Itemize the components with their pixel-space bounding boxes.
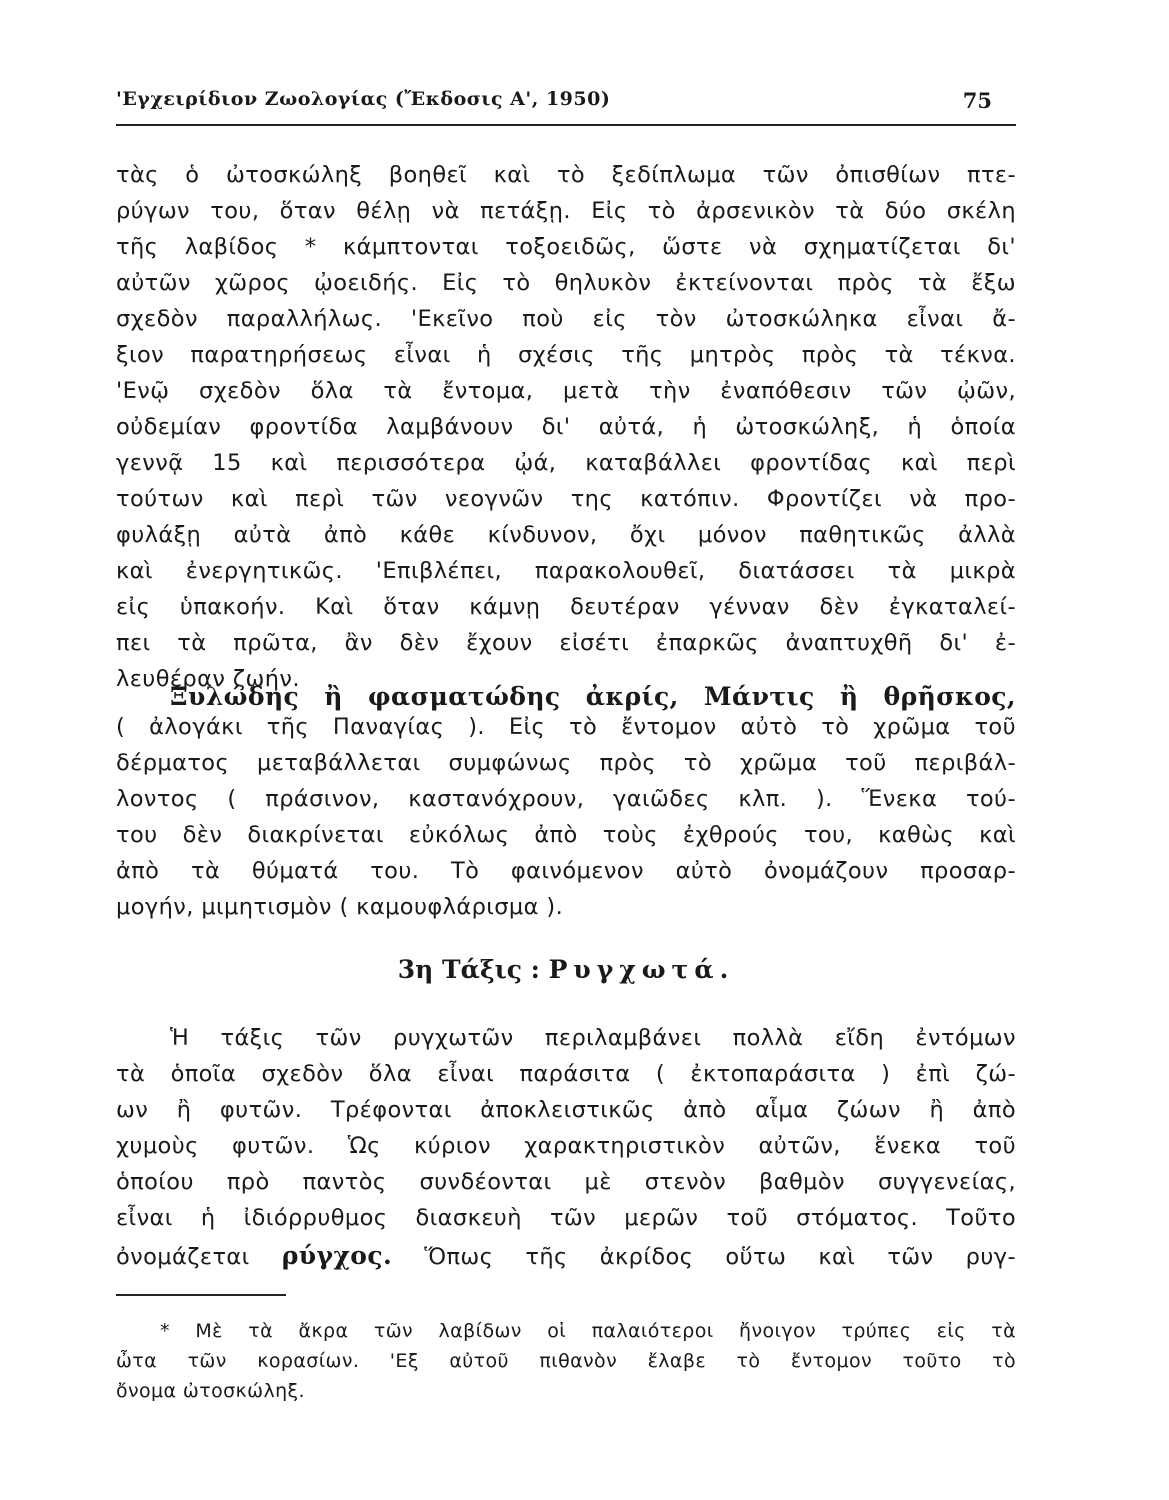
text-line: ρύγων του, ὅταν θέλῃ νὰ πετάξῃ. Εἰς τὸ ἀρσενικὸν τὰ δύο σκέλη [116, 198, 1016, 224]
text-line: εἰς ὑπακοήν. Καὶ ὅταν κάμνῃ δευτέραν γένναν δὲν ἐγκαταλεί- [116, 594, 1016, 620]
page-number: 75 [962, 88, 992, 113]
footnote-divider [116, 1294, 286, 1296]
text-line: Ἡ τάξις τῶν ρυγχωτῶν περιλαμβάνει πολλὰ εἴδη ἐντόμων [170, 1025, 1016, 1051]
text-line: 'Ενῷ σχεδὸν ὅλα τὰ ἔντομα, μετὰ τὴν ἐναπόθεσιν τῶν ᾠῶν, [116, 378, 1016, 404]
text-line: ἀπὸ τὰ θύματά του. Τὸ φαινόμενον αὐτὸ ὀνομάζουν προσαρ- [116, 858, 1016, 884]
text-line: ων ἢ φυτῶν. Τρέφονται ἀποκλειστικῶς ἀπὸ αἷμα ζώων ἢ ἀπὸ [116, 1097, 1016, 1123]
term-rygchos: ρύγχος. [281, 1241, 393, 1270]
section-prefix: 3η Τάξις : [397, 955, 540, 984]
text-line: λοντος ( πράσινον, καστανόχρουν, γαιῶδες κλπ. ). Ἕνεκα τού- [116, 786, 1016, 812]
text-line: αὐτῶν χῶρος ᾠοειδής. Εἰς τὸ θηλυκὸν ἐκτείνονται πρὸς τὰ ἔξω [116, 270, 1016, 296]
text-line: σχεδὸν παραλλήλως. 'Εκεῖνο ποὺ εἰς τὸν ὠτοσκώληκα εἶναι ἄ- [116, 306, 1016, 332]
text-line: πει τὰ πρῶτα, ἂν δὲν ἔχουν εἰσέτι ἐπαρκῶς ἀναπτυχθῆ δι' ἐ- [116, 630, 1016, 656]
footnote-line: ὄνομα ὠτοσκώληξ. [116, 1380, 305, 1402]
footnote-line: ὦτα τῶν κορασίων. 'Εξ αὐτοῦ πιθανὸν ἔλαβε τὸ ἔντομον τοῦτο τὸ [116, 1350, 1016, 1372]
text-line: ( ἀλογάκι τῆς Παναγίας ). Εἰς τὸ ἔντομον αὐτὸ τὸ χρῶμα τοῦ [116, 714, 1016, 740]
text-line: φυλάξῃ αὐτὰ ἀπὸ κάθε κίνδυνον, ὄχι μόνον παθητικῶς ἀλλὰ [116, 522, 1016, 548]
text-line: εἶναι ἡ ἰδιόρρυθμος διασκευὴ τῶν μερῶν τοῦ στόματος. Τοῦτο [116, 1205, 1016, 1231]
text-line: τούτων καὶ περὶ τῶν νεογνῶν της κατόπιν. Φροντίζει νὰ προ- [116, 486, 1016, 512]
footnote-line: * Μὲ τὰ ἄκρα τῶν λαβίδων οἱ παλαιότεροι ἤνοιγον τρύπες εἰς τὰ [160, 1320, 1016, 1342]
running-header [116, 86, 1016, 126]
text-line: ὁποίου πρὸ παντὸς συνδέονται μὲ στενὸν βαθμὸν συγγενείας, [116, 1169, 1016, 1195]
text-line: του δὲν διακρίνεται εὐκόλως ἀπὸ τοὺς ἐχθρούς του, καθὼς καὶ [116, 822, 1016, 848]
text-line-last [116, 1238, 1016, 1274]
text-line: τὰς ὁ ὠτοσκώληξ βοηθεῖ καὶ τὸ ξεδίπλωμα τῶν ὀπισθίων πτε- [116, 162, 1016, 188]
text-line: χυμοὺς φυτῶν. Ὡς κύριον χαρακτηριστικὸν αὐτῶν, ἕνεκα τοῦ [116, 1133, 1016, 1159]
text-line: μογήν, μιμητισμὸν ( καμουφλάρισμα ). [116, 894, 564, 920]
section-heading [116, 955, 1016, 995]
text-segment: ὀνομάζεται [116, 1244, 250, 1270]
text-line: γεννᾷ 15 καὶ περισσότερα ᾠά, καταβάλλει φροντίδας καὶ περὶ [116, 450, 1016, 476]
text-line: οὐδεμίαν φροντίδα λαμβάνουν δι' αὐτά, ἡ ὠτοσκώληξ, ἡ ὁποία [116, 414, 1016, 440]
running-title: 'Εγχειρίδιον Ζωολογίας (Ἔκδοσις Α', 1950) [116, 88, 611, 110]
text-line: λευθέραν ζωήν. [116, 666, 300, 692]
text-line: δέρματος μεταβάλλεται συμφώνως πρὸς τὸ χρῶμα τοῦ περιβάλ- [116, 750, 1016, 776]
mantis-lead: Ξυλώδης ἢ φασματώδης ἀκρίς, Μάντις ἢ θρῆσκος, [170, 682, 1016, 711]
text-segment: Ὅπως τῆς ἀκρίδος οὕτω καὶ τῶν ρυγ- [424, 1244, 1016, 1270]
text-line: τῆς λαβίδος * κάμπτονται τοξοειδῶς, ὥστε νὰ σχηματίζεται δι' [116, 234, 1016, 260]
section-name: Ρυγχωτά. [548, 955, 735, 984]
text-line: καὶ ἐνεργητικῶς. 'Επιβλέπει, παρακολουθεῖ, διατάσσει τὰ μικρὰ [116, 558, 1016, 584]
text-line: τὰ ὁποῖα σχεδὸν ὅλα εἶναι παράσιτα ( ἐκτοπαράσιτα ) ἐπὶ ζώ- [116, 1061, 1016, 1087]
text-line: ξιον παρατηρήσεως εἶναι ἡ σχέσις τῆς μητρὸς πρὸς τὰ τέκνα. [116, 342, 1016, 368]
